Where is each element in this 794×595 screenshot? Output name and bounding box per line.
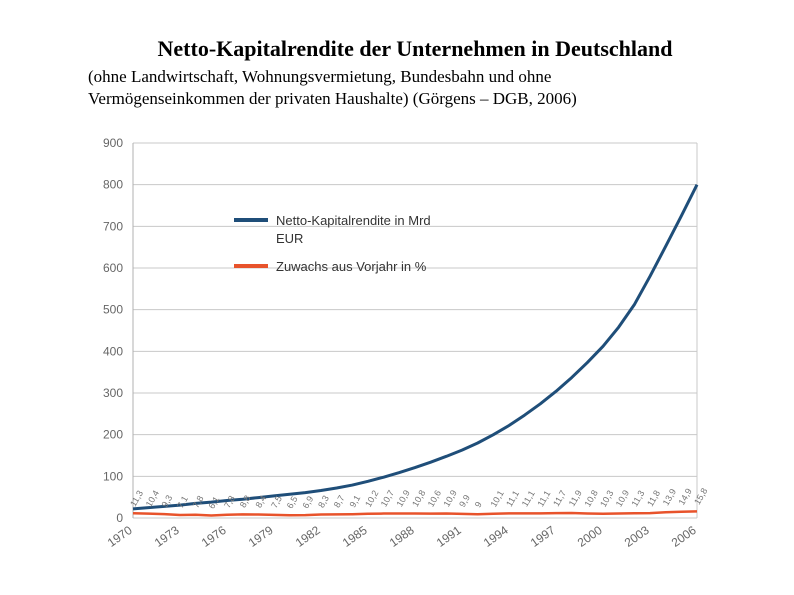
data-label: 11,8	[645, 488, 663, 509]
data-label: 8,8	[237, 493, 253, 510]
x-tick-label: 1973	[151, 522, 182, 550]
data-label: 6,5	[284, 494, 300, 511]
data-label: 9	[472, 499, 484, 510]
y-tick-label: 100	[102, 469, 123, 484]
data-label: 14,9	[676, 486, 694, 507]
data-label: 13,9	[660, 487, 679, 508]
x-tick-label: 2006	[668, 522, 699, 550]
data-label: 11,1	[504, 488, 522, 509]
x-tick-label: 1979	[245, 522, 276, 550]
data-label: 10,1	[488, 488, 506, 509]
y-tick-label: 500	[102, 302, 123, 317]
x-tick-label: 1991	[433, 522, 464, 550]
data-label: 10,3	[598, 488, 616, 509]
x-tick-label: 2003	[621, 522, 652, 550]
x-tick-label: 1970	[104, 522, 135, 550]
data-label: 7,1	[175, 494, 190, 511]
x-tick-label: 1997	[527, 522, 558, 550]
x-tick-label: 1988	[386, 522, 417, 550]
y-tick-label: 300	[102, 386, 123, 400]
x-tick-label: 1976	[198, 522, 229, 550]
data-label: 10,4	[143, 488, 162, 509]
data-label: 11,3	[128, 488, 146, 509]
subtitle-line-1: (ohne Landwirtschaft, Wohnungsvermietung, Bundesbahn und ohne	[88, 67, 552, 86]
subtitle-line-2: Vermögenseinkommen der privaten Haushalte) (Görgens – DGB, 2006)	[88, 89, 577, 108]
x-tick-label: 1985	[339, 522, 370, 550]
data-label: 11,3	[629, 488, 647, 509]
data-label: 9,1	[347, 493, 363, 510]
data-label: 10,7	[378, 488, 397, 509]
data-label: 11,1	[535, 488, 553, 509]
x-tick-label: 2000	[574, 522, 605, 550]
data-label: 10,2	[363, 488, 381, 509]
data-label: 11,1	[519, 488, 537, 509]
x-tick-label: 1982	[292, 522, 323, 550]
data-label: 9,3	[159, 493, 175, 510]
data-label: 10,9	[613, 488, 632, 509]
y-tick-label: 600	[102, 261, 123, 275]
data-label: 10,8	[582, 488, 600, 509]
y-tick-label: 800	[102, 177, 123, 192]
data-label: 7,5	[269, 494, 284, 510]
data-label: 8,4	[253, 493, 269, 510]
data-label: 9,9	[457, 493, 472, 509]
data-label: 11,9	[566, 488, 584, 509]
data-label: 8,3	[316, 493, 331, 510]
data-label: 10,9	[394, 488, 412, 509]
data-label: 11,7	[551, 488, 569, 509]
y-tick-label: 900	[102, 136, 123, 150]
data-label: 10,6	[425, 488, 444, 509]
data-label: 7,8	[222, 493, 237, 510]
legend-label-kapitalrendite: Netto-Kapitalrendite in Mrd	[276, 213, 431, 228]
series-line-kapitalrendite	[133, 185, 697, 509]
y-tick-label: 400	[102, 344, 123, 359]
page-title: Netto-Kapitalrendite der Unternehmen in Deutschland	[157, 36, 673, 61]
legend-label-kapitalrendite-cont: EUR	[276, 231, 304, 246]
data-label: 10,8	[410, 488, 428, 509]
data-label: 7,8	[190, 493, 206, 510]
y-tick-label: 700	[102, 219, 123, 234]
y-tick-label: 0	[116, 511, 123, 525]
y-tick-label: 200	[102, 427, 123, 442]
data-label: 8,7	[331, 493, 347, 510]
data-label: 6,9	[300, 494, 316, 511]
series-line-zuwachs	[133, 511, 697, 515]
x-tick-label: 1994	[480, 522, 511, 550]
data-label: 10,9	[441, 488, 459, 509]
data-label: 15,8	[692, 486, 710, 507]
legend-label-zuwachs: Zuwachs aus Vorjahr in %	[276, 259, 427, 274]
data-label: 6,1	[206, 494, 222, 511]
